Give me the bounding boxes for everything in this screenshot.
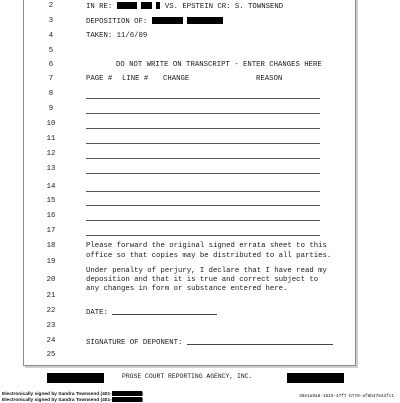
penalty-text-2: deposition and that it is true and correct subject to	[86, 276, 319, 284]
line-number: 3	[48, 17, 54, 25]
e-signature-line-2: Electronically signed by Sandra Townsend (401- )	[2, 398, 144, 403]
line-number: 14	[46, 183, 56, 191]
line-number: 21	[46, 292, 56, 300]
column-line: LINE #	[122, 75, 149, 83]
date-label: DATE:	[86, 309, 108, 317]
forward-text-1: Please forward the original signed errata sheet to this	[86, 242, 327, 250]
line-number: 10	[46, 120, 56, 128]
redaction-bar	[156, 2, 160, 9]
line-number: 12	[46, 150, 56, 158]
line-number: 24	[46, 337, 56, 345]
errata-entry-line[interactable]	[86, 191, 320, 192]
errata-entry-line[interactable]	[86, 143, 320, 144]
line-number: 16	[46, 212, 56, 220]
agency-name: PROSE COURT REPORTING AGENCY, INC.	[122, 373, 253, 380]
line-number: 9	[48, 105, 54, 113]
line-number: 8	[48, 90, 54, 98]
e-signature-line-1: Electronically signed by Sandra Townsend (401- )	[2, 392, 144, 397]
line-number: 4	[48, 32, 54, 40]
redaction-bar	[112, 391, 142, 396]
line-number: 7	[48, 75, 54, 83]
errata-entry-line[interactable]	[86, 158, 320, 159]
line-number: 23	[46, 322, 56, 330]
instructions-heading: DO NOT WRITE ON TRANSCRIPT - ENTER CHANGES HERE	[116, 61, 322, 69]
errata-entry-line[interactable]	[86, 98, 320, 99]
redaction-bar	[47, 373, 104, 383]
line-number: 11	[46, 135, 56, 143]
line-number: 18	[46, 242, 56, 250]
line-number: 2	[48, 2, 54, 10]
redaction-bar	[287, 373, 344, 383]
document-hash: 38e1a9a8-1815-47f7-b778-af6b47843fc1	[299, 394, 394, 399]
signature-label: SIGNATURE OF DEPONENT:	[86, 339, 183, 347]
column-reason: REASON	[256, 75, 283, 83]
penalty-text-1: Under penalty of perjury, I declare that I have read my	[86, 267, 327, 275]
redaction-bar	[117, 2, 137, 9]
errata-entry-line[interactable]	[86, 173, 320, 174]
case-caption: IN RE: VS. EPSTEIN CR: S. TOWNSEND	[86, 3, 284, 11]
signature-row	[86, 337, 333, 347]
errata-entry-line[interactable]	[86, 128, 320, 129]
redaction-bar	[141, 2, 152, 9]
deposition-of: DEPOSITION OF:	[86, 17, 223, 26]
errata-entry-line[interactable]	[86, 220, 320, 221]
column-change: CHANGE	[163, 75, 190, 83]
forward-text-2: office so that copies may be distributed to all parties.	[86, 252, 332, 260]
errata-entry-line[interactable]	[86, 235, 320, 236]
line-number: 22	[46, 307, 56, 315]
line-number: 25	[46, 351, 56, 359]
column-page: PAGE #	[86, 75, 113, 83]
errata-entry-line[interactable]	[86, 113, 320, 114]
line-number: 20	[46, 276, 56, 284]
line-number: 13	[46, 165, 56, 173]
line-number: 17	[46, 227, 56, 235]
redaction-bar	[152, 17, 183, 24]
line-number: 19	[46, 258, 56, 266]
date-field[interactable]	[112, 307, 217, 315]
errata-entry-line[interactable]	[86, 205, 320, 206]
line-number: 15	[46, 197, 56, 205]
signature-field[interactable]	[187, 337, 333, 345]
line-number: 6	[48, 61, 54, 69]
date-row	[86, 307, 217, 317]
line-number: 5	[48, 47, 54, 55]
redaction-bar	[187, 17, 223, 24]
taken-date: TAKEN: 11/6/09	[86, 32, 148, 40]
penalty-text-3: any changes in form or substance entered here.	[86, 285, 288, 293]
